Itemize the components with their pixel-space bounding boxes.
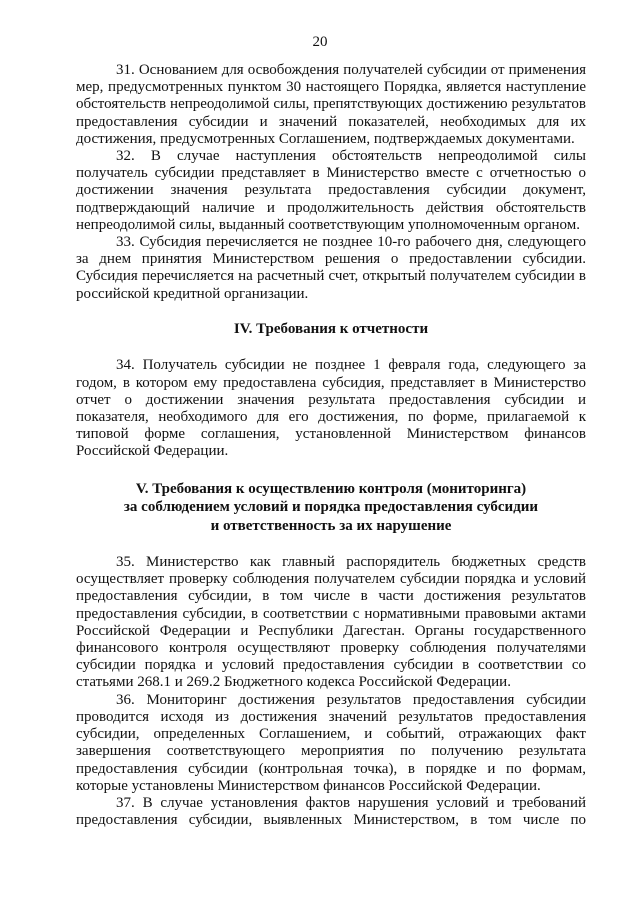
section-heading-v [76,480,586,536]
section-heading-v-line-3: и ответственность за их нарушение [210,517,452,534]
paragraph-36: 36. Мониторинг достижения результатов предоставления субсидии проводится исходя из достижения значений результатов предоставления субсидии, определенных Соглашением, и событий, отражающих факт завершения соответствующего мероприятия по получению результата предоставления субсидии (контрольная точка), в порядке и по формам, которые установлены Министерством финансов Российской Федерации. [76,691,586,794]
paragraph-33: 33. Субсидия перечисляется не позднее 10-го рабочего дня, следующего за днем принятия Министерством решения о предоставлении субсидии. Субсидия перечисляется на расчетный счет, открытый получателем субсидии в российской кредитной организации. [76,234,586,302]
section-heading-iv: IV. Требования к отчетности [233,320,429,337]
paragraph-35: 35. Министерство как главный распорядитель бюджетных средств осуществляет проверку соблюдения получателем субсидии порядка и условий предоставления субсидии, в том числе в части достижения результатов предоставления субсидии, в соответствии с нормативными правовыми актами Российской Федерации и Республики Дагестан. Органы государственного финансового контроля осуществляют проверку соблюдения получателями субсидии порядка и условий предоставления субсидии в соответствии со статьями 268.1 и 269.2 Бюджетного кодекса Российской Федерации. [76,554,586,691]
paragraph-31: 31. Основанием для освобождения получателей субсидии от применения мер, предусмотренных пунктом 30 настоящего Порядка, является наступление обстоятельств непреодолимой силы, препятствующих достижению результатов предоставления субсидии и значений показателей, необходимых для их достижения, предусмотренных Соглашением, подтверждаемых документами. [76,62,586,147]
paragraph-32: 32. В случае наступления обстоятельств непреодолимой силы получатель субсидии представляет в Министерство вместе с отчетностью о достижении значения результата предоставления субсидии документ, подтверждающий наличие и продолжительность действия обстоятельств непреодолимой силы, выданный соответствующим уполномоченным органом. [76,148,586,233]
paragraph-37: 37. В случае установления фактов нарушения условий и требований предоставления субсидии, выявленных Министерством, в том числе по [76,794,586,829]
document-body [76,62,586,829]
section-heading-v-line-2: за соблюдением условий и порядка предоставления субсидии [123,499,539,516]
page-number: 20 [312,34,328,50]
paragraph-34: 34. Получатель субсидии не позднее 1 февраля года, следующего за годом, в котором ему предоставлена субсидия, представляет в Министерство отчет о достижении значения результата предоставления субсидии и показателя, необходимого для его достижения, по форме, прилагаемой к типовой форме соглашения, установленной Министерством финансов Российской Федерации. [76,357,586,460]
section-heading-v-line-1: V. Требования к осуществлению контроля (мониторинга) [135,480,527,497]
